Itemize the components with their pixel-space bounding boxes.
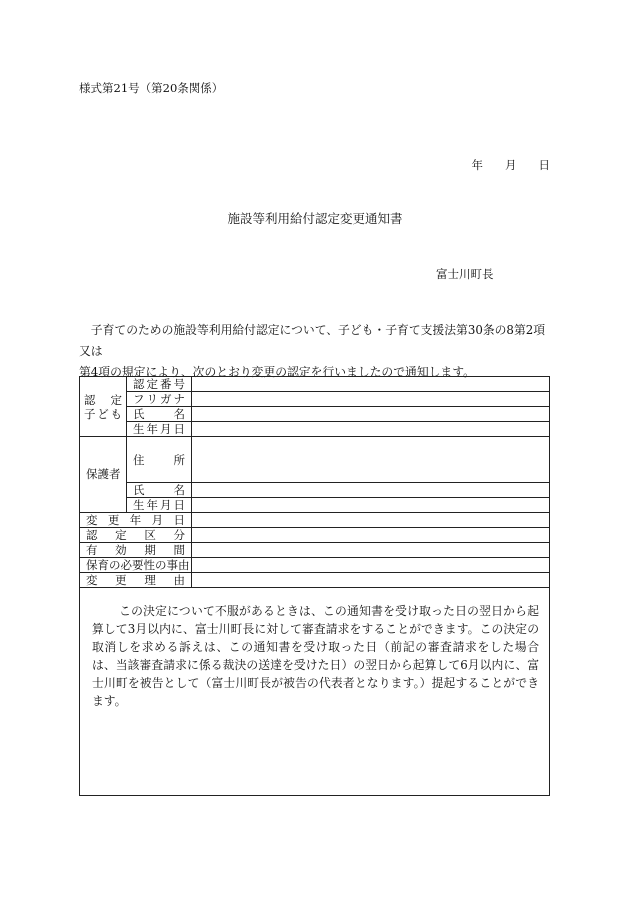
child-group-label-line-2: 子 ど も bbox=[84, 406, 122, 421]
date-year: 年 bbox=[471, 158, 483, 172]
value-change-reason[interactable] bbox=[192, 573, 550, 588]
label-child-birthdate: 生 年 月 日 bbox=[127, 422, 192, 437]
table-row bbox=[80, 498, 550, 513]
label-certification-number: 認 定 番 号 bbox=[127, 377, 192, 392]
label-child-name: 氏 名 bbox=[127, 407, 192, 422]
value-furigana[interactable] bbox=[192, 392, 550, 407]
intro-paragraph bbox=[79, 320, 551, 383]
appeal-notice: この決定について不服があるときは、この通知書を受け取った日の翌日から起算して3月以内に、富士川町長に対して審査請求をすることができます。この決定の取消しを求める訴えは、この通知書を受け取った日（前記の審査請求をした場合は、当該審査請求に係る裁決の送達を受けた日）の翌日から起算して6月以内に、富士川町を被告として（富士川町長が被告の代表者となります。）提起することができます。 bbox=[92, 604, 539, 708]
value-child-name[interactable] bbox=[192, 407, 550, 422]
certification-table bbox=[79, 376, 550, 796]
value-validity-period[interactable] bbox=[192, 543, 550, 558]
value-certification-number[interactable] bbox=[192, 377, 550, 392]
intro-line-1: 子育てのための施設等利用給付認定について、子ども・子育て支援法第30条の8第2項又は bbox=[79, 323, 546, 358]
child-group-label bbox=[80, 377, 127, 437]
intro-line-2: 第4項の規定により、次のとおり変更の認定を行いましたので通知します。 bbox=[79, 365, 475, 379]
document-title: 施設等利用給付認定変更通知書 bbox=[227, 211, 403, 226]
form-number: 様式第21号（第20条関係） bbox=[79, 81, 224, 95]
value-guardian-address[interactable] bbox=[192, 437, 550, 483]
value-guardian-name[interactable] bbox=[192, 483, 550, 498]
notice-cell bbox=[80, 588, 550, 796]
table-row bbox=[80, 573, 550, 588]
label-change-date: 変 更 年 月 日 bbox=[80, 513, 192, 528]
table-row bbox=[80, 407, 550, 422]
table-row bbox=[80, 588, 550, 796]
table-row bbox=[80, 558, 550, 573]
value-change-date[interactable] bbox=[192, 513, 550, 528]
table-row bbox=[80, 392, 550, 407]
label-change-reason: 変 更 理 由 bbox=[80, 573, 192, 588]
value-guardian-birthdate[interactable] bbox=[192, 498, 550, 513]
table-row bbox=[80, 513, 550, 528]
value-necessity-reason[interactable] bbox=[192, 558, 550, 573]
table-row bbox=[80, 422, 550, 437]
table-row bbox=[80, 543, 550, 558]
table-row bbox=[80, 483, 550, 498]
label-guardian-birthdate: 生 年 月 日 bbox=[127, 498, 192, 513]
issuer-name: 富士川町長 bbox=[436, 267, 494, 281]
child-group-label-line-1: 認 定 bbox=[84, 392, 122, 407]
label-guardian-address: 住 所 bbox=[127, 437, 192, 483]
label-certification-category: 認 定 区 分 bbox=[80, 528, 192, 543]
label-validity-period: 有 効 期 間 bbox=[80, 543, 192, 558]
label-furigana: フ リ ガ ナ bbox=[127, 392, 192, 407]
guardian-group-label: 保 護 者 bbox=[80, 437, 127, 513]
date-line bbox=[472, 157, 551, 173]
label-necessity-reason: 保 育 の 必 要 性 の 事 由 bbox=[80, 558, 192, 573]
table-row bbox=[80, 377, 550, 392]
value-child-birthdate[interactable] bbox=[192, 422, 550, 437]
date-day: 日 bbox=[538, 158, 550, 172]
table-row bbox=[80, 528, 550, 543]
table-row bbox=[80, 437, 550, 483]
date-month: 月 bbox=[505, 158, 517, 172]
label-guardian-name: 氏 名 bbox=[127, 483, 192, 498]
value-certification-category[interactable] bbox=[192, 528, 550, 543]
